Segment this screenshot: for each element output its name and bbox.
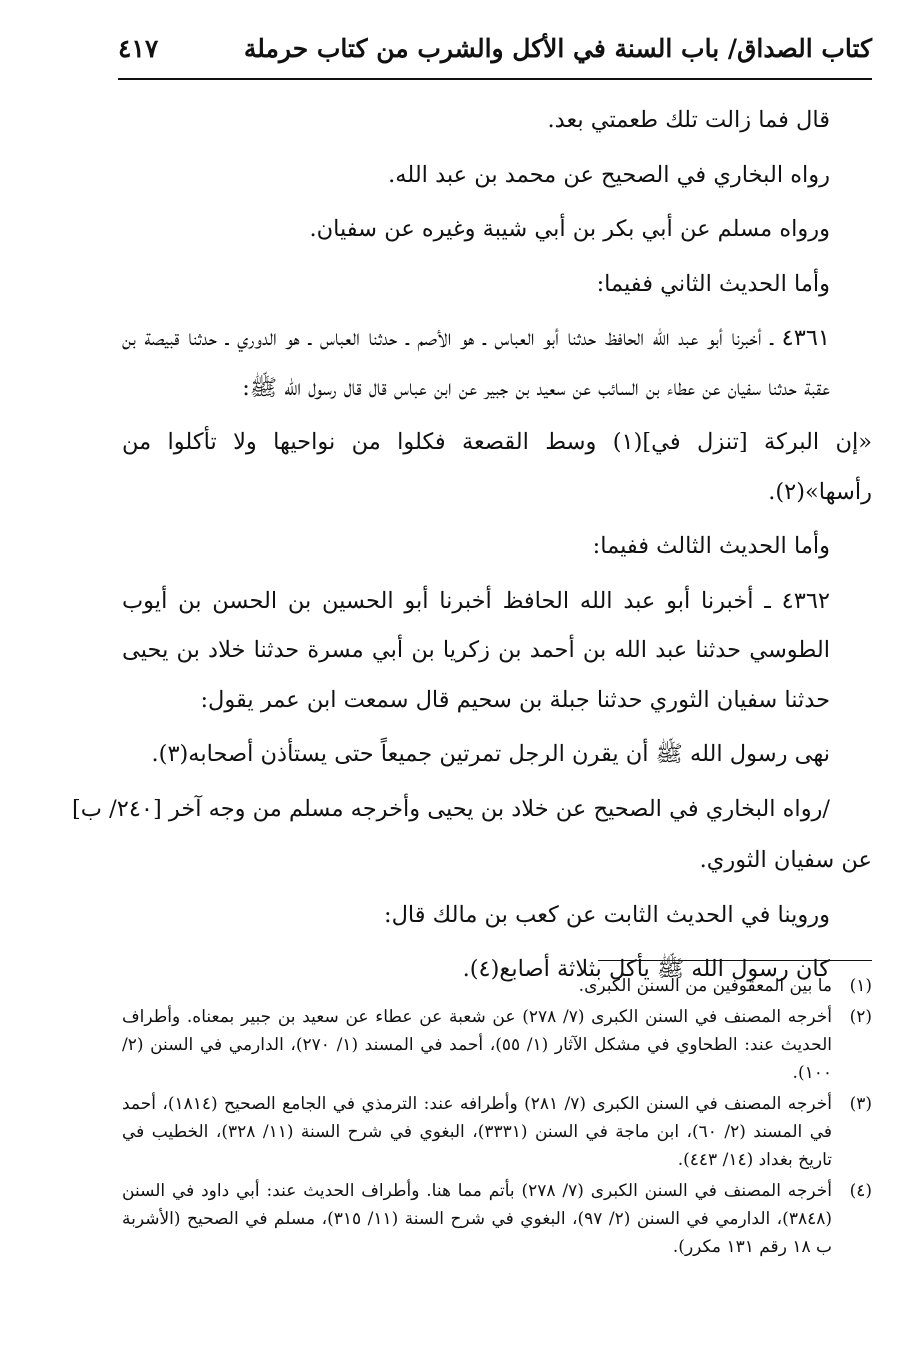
paragraph: ورواه مسلم عن أبي بكر بن أبي شيبة وغيره عن سفيان. — [309, 216, 830, 242]
chapter-title: كتاب الصداق/ باب السنة في الأكل والشرب من كتاب حرملة — [243, 34, 872, 63]
main-text — [72, 96, 873, 1000]
footnote — [122, 1177, 872, 1261]
footnote — [122, 972, 872, 1000]
footnote-number: (١) — [849, 976, 872, 996]
hadith-text: كان رسول الله ﷺ يأكل بثلاثة أصابع(٤). — [462, 956, 830, 982]
footnote-number: (٤) — [849, 1181, 872, 1201]
paragraph-continuation: عن سفيان الثوري. — [699, 847, 872, 873]
footnote — [122, 1003, 872, 1087]
hadith-4361: ٤٣٦١ ـ أخبرنا أبو عبد الله الحافظ حدثنا أبو العباس ـ هو الأصم ـ حدثنا العباس ـ هو الدوري ـ حدثنا قبيصة بن عقبة حدثنا سفيان عن عطاء بن السائب عن سعيد بن جبير عن ابن عباس قال قال رسول الله ﷺ: — [122, 325, 830, 401]
footnote-text: ما بين المعقوفين من السنن الكبرى. — [578, 976, 832, 996]
paragraph: وروينا في الحديث الثابت عن كعب بن مالك قال: — [383, 901, 830, 928]
footnote-number: (٣) — [849, 1094, 872, 1114]
footnotes — [122, 972, 872, 1264]
paragraph: رواه البخاري في الصحيح عن محمد بن عبد الله. — [388, 161, 830, 188]
footnote-text: أخرجه المصنف في السنن الكبرى (٧/ ٢٧٨) عن شعبة عن عطاء عن سعيد بن جبير بمعناه. وأطراف الحديث عند: الطحاوي في مشكل الآثار (١/ ٥٥)، أحمد في المسند (١/ ٢٧٠)، الدارمي في السنن (٢/ ١٠٠). — [122, 1007, 833, 1083]
hadith-4362: ٤٣٦٢ ـ أخبرنا أبو عبد الله الحافظ أخبرنا أبو الحسين بن الحسن بن أيوب الطوسي حدثنا عبد الله بن أحمد بن زكريا بن أبي مسرة حدثنا خلاد بن يحيى حدثنا سفيان الثوري حدثنا جبلة بن سحيم قال سمعت ابن عمر يقول: — [122, 587, 830, 713]
footnote-divider — [598, 960, 872, 961]
paragraph: وأما الحديث الثاني ففيما: — [596, 270, 830, 297]
paragraph: وأما الحديث الثالث ففيما: — [592, 533, 830, 559]
footnote-text: أخرجه المصنف في السنن الكبرى (٧/ ٢٧٨) بأتم مما هنا. وأطراف الحديث عند: أبي داود في السنن (٣٨٤٨)، الدارمي في السنن (٢/ ٩٧)، البغوي في شرح السنة (١١/ ٣١٥)، مسلم في الصحيح (الأشربة ب ١٨ رقم ١٣١ مكرر). — [122, 1181, 832, 1257]
running-header — [118, 26, 872, 80]
paragraph-with-folio-mark: /رواه البخاري في الصحيح عن خلاد بن يحيى وأخرجه مسلم من وجه آخر [٢٤٠/ ب] — [72, 795, 830, 822]
hadith-text: نهى رسول الله ﷺ أن يقرن الرجل تمرتين جميعاً حتى يستأذن أصحابه(٣). — [151, 741, 830, 767]
footnote — [122, 1090, 872, 1174]
hadith-text: «إن البركة [تنزل في](١) وسط القصعة فكلوا من نواحيها ولا تأكلوا من رأسها»(٢). — [122, 429, 873, 505]
footnote-number: (٢) — [849, 1007, 872, 1027]
footnote-text: أخرجه المصنف في السنن الكبرى (٧/ ٢٨١) وأطرافه عند: الترمذي في الجامع الصحيح (١٨١٤)، أحمد في المسند (٢/ ٦٠)، ابن ماجة في السنن (٣٣٣١)، البغوي في شرح السنة (١١/ ٣٢٨)، الخطيب في تاريخ بغداد (١٤/ ٤٤٣). — [122, 1094, 832, 1170]
page-number: ٤١٧ — [118, 34, 159, 63]
paragraph: قال فما زالت تلك طعمتي بعد. — [547, 107, 830, 133]
